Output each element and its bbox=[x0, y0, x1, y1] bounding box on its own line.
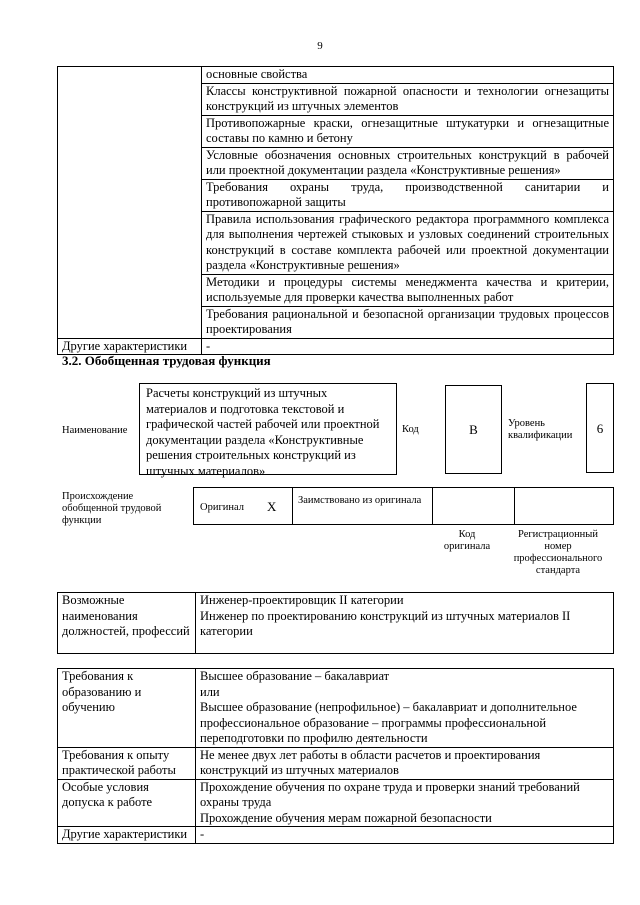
other-characteristics-label: Другие характеристики bbox=[58, 338, 202, 355]
requirement-value bbox=[196, 669, 614, 748]
table-row bbox=[58, 747, 614, 779]
positions-value bbox=[196, 593, 614, 654]
divider bbox=[292, 488, 293, 524]
requirement-value bbox=[196, 747, 614, 779]
name-label: Наименование bbox=[62, 425, 128, 436]
registration-caption: Регистрационный номер профессионального стандарта bbox=[513, 529, 603, 576]
table-row bbox=[58, 67, 614, 84]
level-label: Уровень квалификации bbox=[508, 418, 573, 441]
table-cell: Требования рациональной и безопасной организации трудовых процессов проектирования bbox=[202, 306, 614, 338]
borrowed-label: Заимствовано из оригинала bbox=[298, 495, 422, 506]
table-cell: Методики и процедуры системы менеджмента качества и критерии, используемые для проверки качества выполненных работ bbox=[202, 274, 614, 306]
requirements-table bbox=[57, 668, 614, 844]
requirement-line: Прохождение обучения мерам пожарной безопасности bbox=[200, 810, 492, 825]
requirement-value bbox=[196, 779, 614, 827]
code-value: В bbox=[469, 422, 478, 437]
divider bbox=[514, 488, 515, 524]
level-box bbox=[586, 383, 614, 473]
table-label-cell bbox=[58, 67, 202, 339]
table-row bbox=[58, 669, 614, 748]
table-cell: основные свойства bbox=[202, 67, 614, 84]
positions-table bbox=[57, 592, 614, 654]
table-cell: Классы конструктивной пожарной опасности и технологии огнезащиты конструкций из штучных элементов bbox=[202, 83, 614, 115]
divider bbox=[432, 488, 433, 524]
requirement-value bbox=[196, 827, 614, 844]
origin-row bbox=[193, 487, 614, 525]
function-name-box bbox=[139, 383, 397, 478]
other-characteristics-value: - bbox=[202, 338, 614, 355]
origin-label: Происхождение обобщенной трудовой функции bbox=[62, 491, 162, 526]
requirement-line: Прохождение обучения по охране труда и проверки знаний требований охраны труда bbox=[200, 779, 580, 809]
table-cell: Противопожарные краски, огнезащитные штукатурки и огнезащитные составы по камню и бетону bbox=[202, 115, 614, 147]
original-label: Оригинал bbox=[200, 502, 244, 513]
table-cell: Условные обозначения основных строительных конструкций в рабочей или проектной документации раздела «Конструктивные решения» bbox=[202, 147, 614, 179]
level-value: 6 bbox=[596, 421, 604, 436]
code-label: Код bbox=[402, 424, 419, 435]
requirement-line: Не менее двух лет работы в области расчетов и проектирования конструкций из штучных материалов bbox=[200, 747, 541, 777]
requirement-line: Высшее образование (непрофильное) – бакалавриат и дополнительное профессиональное образование – программы профессиональной переподготовки по профилю деятельности bbox=[200, 700, 577, 745]
requirement-line: Высшее образование – бакалавриат bbox=[200, 669, 390, 683]
table-row bbox=[58, 779, 614, 827]
table-row bbox=[58, 593, 614, 654]
function-name: Расчеты конструкций из штучных материалов и подготовка текстовой и графической частей рабочей или проектной документации раздела «Конструктивные решения строительных конструкций из штучных материалов» bbox=[146, 386, 380, 478]
requirement-label: Другие характеристики bbox=[58, 827, 196, 844]
table-row bbox=[58, 827, 614, 844]
code-original-caption: Код оригинала bbox=[443, 529, 491, 552]
position-line: Инженер-проектировщик II категории bbox=[200, 593, 404, 607]
original-mark: X bbox=[267, 499, 277, 514]
requirement-line: или bbox=[200, 684, 220, 699]
requirement-label: Требования к опыту практической работы bbox=[58, 747, 196, 779]
code-box bbox=[445, 385, 502, 474]
knowledge-table bbox=[57, 66, 614, 355]
positions-label: Возможные наименования должностей, профессий bbox=[58, 593, 196, 654]
table-cell: Правила использования графического редактора программного комплекса для выполнения чертежей стыковых и узловых соединений строительных конструкций в составе комплекта рабочей или проектной документации раздела «Конструктивные решения» bbox=[202, 211, 614, 274]
position-line: Инженер по проектированию конструкций из штучных материалов II категории bbox=[200, 608, 571, 638]
requirement-line: - bbox=[200, 827, 205, 841]
section-title: 3.2. Обобщенная трудовая функция bbox=[62, 353, 271, 368]
requirement-label: Особые условия допуска к работе bbox=[58, 779, 196, 827]
table-cell: Требования охраны труда, производственной санитарии и противопожарной защиты bbox=[202, 179, 614, 211]
requirement-label: Требования к образованию и обучению bbox=[58, 669, 196, 748]
page-number: 9 bbox=[317, 40, 323, 52]
